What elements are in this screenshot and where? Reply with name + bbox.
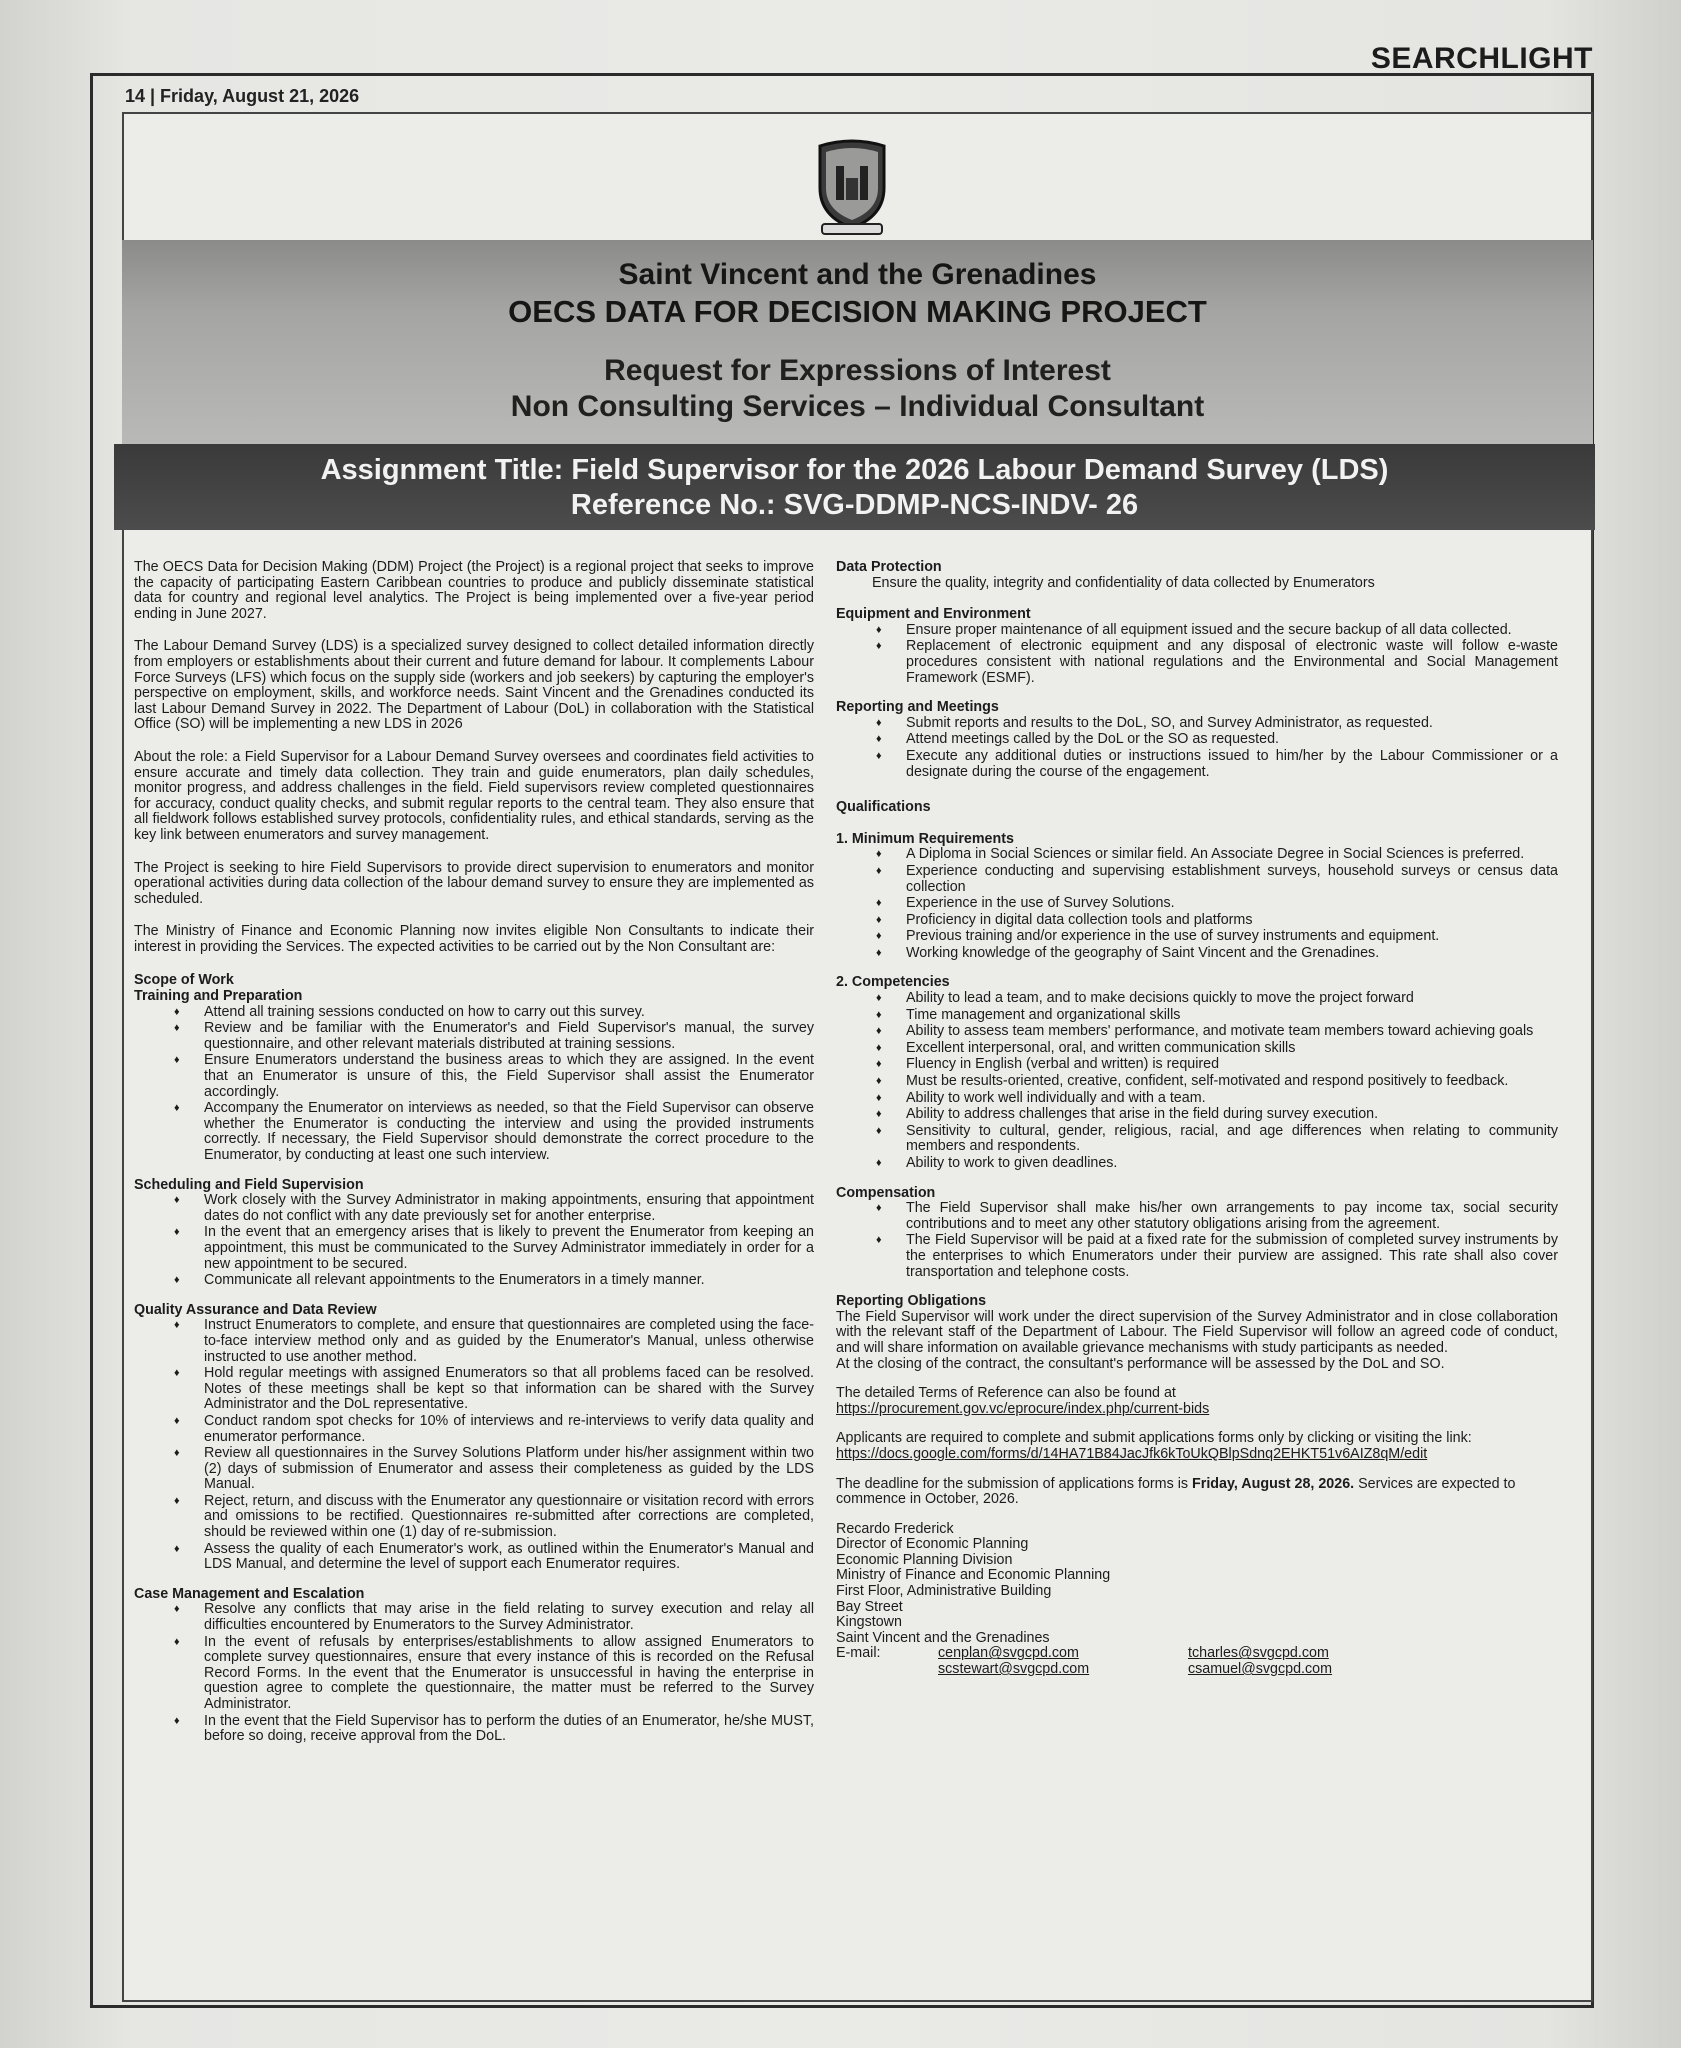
list-item: ♦ Accompany the Enumerator on interviews as needed, so that the Field Supervisor can observe whether the Enumerator is conducting the interview and using the provided instruments correctly. If necessary, the Field Supervisor should demonstrate the correct procedure to the Enumerator, by conducting at least one such interview. [204,1101,814,1163]
training-list [134,1005,814,1164]
list-item: ♦ Resolve any conflicts that may arise in the field relating to survey execution and relay all difficulties encountered by Enumerators to the Survey Administrator. [204,1602,814,1633]
list-item: ♦ A Diploma in Social Sciences or similar field. An Associate Degree in Social Sciences is preferred. [906,847,1558,863]
list-item: ♦ Experience in the use of Survey Solutions. [906,896,1558,912]
list-item: ♦ Reject, return, and discuss with the Enumerator any questionnaire or visitation record with errors and omissions to be rectified. Questionnaires re-submitted after corrections are completed, should be reviewed within one (1) day of re-submission. [204,1494,814,1541]
compensation-heading: Compensation [836,1184,936,1201]
email-row [836,1646,1558,1662]
list-item: ♦ In the event of refusals by enterprises/establishments to allow assigned Enumerators to complete survey questionnaires, ensure that every instance of this is recorded on the Refusal Record Forms. In the event that the Enumerator is unsuccessful in having the enterprise in question agree to complete the questionnaire, the matter must be referred to the Survey Administrator. [204,1635,814,1713]
list-item: ♦ Replacement of electronic equipment and any disposal of electronic waste will follow e-waste procedures consistent with national regulations and the Environmental and Social Management Framework (ESMF). [906,639,1558,686]
intro-paragraph: The Labour Demand Survey (LDS) is a specialized survey designed to collect detailed information directly from employers or establishments about their current and future demand for labour. It complements Labour Force Surveys (LFS) which focus on the supply side (workers and job seekers) by capturing the employer's perspective on employment, skills, and workforce needs. Saint Vincent and the Grenadines conducted its last Labour Demand Survey in 2022. The Department of Labour (DoL) in collaboration with the Statistical Office (SO) will be implementing a new LDS in 2026 [134,638,814,733]
left-column [134,560,814,1746]
minimum-heading: 1. Minimum Requirements [836,830,1014,847]
list-item: ♦ Work closely with the Survey Administrator in making appointments, ensuring that appointment dates do not conflict with any date previously set for another enterprise. [204,1193,814,1224]
quality-heading: Quality Assurance and Data Review [134,1301,377,1318]
title-band [122,240,1593,445]
email-spacer [836,1662,898,1678]
contact-line: Recardo Frederick [836,1520,954,1537]
email-link[interactable]: cenplan@svgcpd.com [938,1645,1079,1662]
contact-line: Economic Planning Division [836,1551,1013,1568]
case-list [134,1602,814,1744]
scope-heading: Scope of Work [134,972,234,989]
deadline-date: Friday, August 28, 2026. [1192,1475,1355,1492]
list-item: ♦ In the event that an emergency arises that is likely to prevent the Enumerator from keeping an appointment, this must be communicated to the Survey Administrator immediately in order for a new appointment to be secured. [204,1225,814,1272]
assignment-band [114,444,1595,530]
assignment-title: Assignment Title: Field Supervisor for the 2026 Labour Demand Survey (LDS) [320,454,1389,486]
contact-line: Bay Street [836,1598,903,1615]
list-item: ♦ Must be results-oriented, creative, confident, self-motivated and respond positively to feedback. [906,1074,1558,1090]
apply-link[interactable]: https://docs.google.com/forms/d/14HA71B84JacJfk6kToUkQBlpSdnq2EHKT51v6AIZ8qM/edit [836,1445,1428,1462]
list-item: ♦ Excellent interpersonal, oral, and written communication skills [906,1041,1558,1057]
scheduling-heading: Scheduling and Field Supervision [134,1176,364,1193]
contact-line: Saint Vincent and the Grenadines [836,1629,1050,1646]
apply-text: Applicants are required to complete and submit applications forms only by clicking or visiting the link: [836,1430,1472,1447]
tor-link[interactable]: https://procurement.gov.vc/eprocure/index.php/current-bids [836,1400,1210,1417]
list-item: ♦ Fluency in English (verbal and written) is required [906,1057,1558,1073]
list-item: ♦ Execute any additional duties or instructions issued to him/her by the Labour Commissioner or a designate during the course of the engagement. [906,749,1558,780]
reference-number: Reference No.: SVG-DDMP-NCS-INDV- 26 [570,489,1139,521]
request-title: Request for Expressions of Interest [604,354,1111,387]
contact-line: Ministry of Finance and Economic Planning [836,1567,1111,1584]
deadline-pre: The deadline for the submission of applications forms is [836,1475,1189,1492]
list-item: ♦ Sensitivity to cultural, gender, religious, racial, and age differences when relating to community members and respondents. [906,1124,1558,1155]
apply-block [836,1431,1558,1462]
intro-paragraph: The Project is seeking to hire Field Supervisors to provide direct supervision to enumerators and monitor operational activities during data collection of the labour demand survey to ensure they are implemented as scheduled. [134,859,814,907]
tor-block [836,1386,1558,1417]
scheduling-list [134,1193,814,1289]
intro-paragraph: About the role: a Field Supervisor for a Labour Demand Survey oversees and coordinates field activities to ensure accurate and timely data collection. They train and guide enumerators, plan daily schedules, monitor progress, and address challenges in the field. Field supervisors review completed questionnaires for accuracy, conduct quality checks, and submit regular reports to the central team. They also ensure that all fieldwork follows established survey protocols, confidentiality rules, and ethical standards, serving as the key link between enumerators and survey management. [134,748,814,843]
list-item: ♦ Attend all training sessions conducted on how to carry out this survey. [204,1005,814,1021]
contact-block [836,1522,1558,1678]
email-label: E-mail: [836,1645,881,1662]
list-item: ♦ The Field Supervisor will be paid at a fixed rate for the submission of completed survey instruments by the enterprises to which Enumerators under their purview are assigned. This rate shall also cover transportation and telephone costs. [906,1233,1558,1280]
list-item: ♦ Working knowledge of the geography of Saint Vincent and the Grenadines. [906,946,1558,962]
list-item: ♦ Experience conducting and supervising establishment surveys, household surveys or census data collection [906,864,1558,895]
data-protection-heading: Data Protection [836,559,942,575]
competencies-heading: 2. Competencies [836,974,950,991]
equipment-heading: Equipment and Environment [836,606,1031,623]
data-protection-text: Ensure the quality, integrity and confidentiality of data collected by Enumerators [872,574,1375,591]
list-item: ♦ Hold regular meetings with assigned Enumerators so that all problems faced can be resolved. Notes of these meetings shall be kept so that information can be shared with the Survey Administrator and the DoL representative. [204,1366,814,1413]
list-item: ♦ Conduct random spot checks for 10% of interviews and re-interviews to verify data quality and enumerator performance. [204,1414,814,1445]
list-item: ♦ Communicate all relevant appointments to the Enumerators in a timely manner. [204,1273,814,1289]
list-item: ♦ Ability to address challenges that arise in the field during survey execution. [906,1107,1558,1123]
list-item: ♦ The Field Supervisor shall make his/her own arrangements to pay income tax, social security contributions and to meet any other statutory obligations arising from the agreement. [906,1201,1558,1232]
services-title: Non Consulting Services – Individual Consultant [510,390,1205,423]
minimum-list [836,847,1558,961]
intro-paragraph: The Ministry of Finance and Economic Planning now invites eligible Non Consultants to indicate their interest in providing the Services. The expected activities to be carried out by the Non Consultant are: [134,923,814,955]
qualifications-heading: Qualifications [836,799,931,816]
equipment-list [836,623,1558,686]
list-item: ♦ Ability to assess team members' performance, and motivate team members toward achieving goals [906,1024,1558,1040]
competencies-list [836,991,1558,1172]
page-date: 14 | Friday, August 21, 2026 [125,86,360,106]
contact-line: Kingstown [836,1614,902,1631]
list-item: ♦ Submit reports and results to the DoL, SO, and Survey Administrator, as requested. [906,716,1558,732]
obligations-text [836,1310,1558,1357]
email-link[interactable]: scstewart@svgcpd.com [938,1661,1090,1678]
list-item: ♦ Attend meetings called by the DoL or the SO as requested. [906,732,1558,748]
list-item: ♦ Instruct Enumerators to complete, and ensure that questionnaires are completed using the face-to-face interview method only and as guided by the Enumerator's Manual, unless otherwise instructed to use another method. [204,1318,814,1365]
obligations-body: The Field Supervisor will work under the direct supervision of the Survey Administrator and in close collaboration with the relevant staff of the Department of Labour. The Field Supervisor will follow an agreed code of conduct, and will share information on available grievance mechanisms with study participants as needed. [836,1308,1558,1356]
email-link[interactable]: tcharles@svgcpd.com [1188,1645,1329,1662]
list-item: ♦ In the event that the Field Supervisor has to perform the duties of an Enumerator, he/she MUST, before so doing, receive approval from the DoL. [204,1714,814,1745]
list-item: ♦ Ensure proper maintenance of all equipment issued and the secure backup of all data collected. [906,623,1558,639]
list-item: ♦ Ability to work to given deadlines. [906,1156,1558,1172]
project-title: OECS DATA FOR DECISION MAKING PROJECT [508,294,1207,329]
right-column [836,560,1558,1678]
list-item: ♦ Assess the quality of each Enumerator's work, as outlined within the Enumerator's Manual and LDS Manual, and determine the level of support each Enumerator requires. [204,1542,814,1573]
deadline-block [836,1477,1558,1508]
list-item: ♦ Proficiency in digital data collection tools and platforms [906,913,1558,929]
contact-line: First Floor, Administrative Building [836,1583,1052,1600]
deadline-post: Services are expected to commence in October, 2026. [836,1475,1516,1508]
coat-of-arms-icon [812,138,892,238]
email-row [836,1662,1558,1678]
list-item: ♦ Review and be familiar with the Enumerator's and Field Supervisor's manual, the survey questionnaire, and other relevant materials distributed at training sessions. [204,1021,814,1052]
closing-text: At the closing of the contract, the consultant's performance will be assessed by the DoL and SO. [836,1355,1445,1372]
case-heading: Case Management and Escalation [134,1585,365,1602]
email-link[interactable]: csamuel@svgcpd.com [1188,1661,1333,1678]
reporting-list [836,716,1558,780]
list-item: ♦ Review all questionnaires in the Survey Solutions Platform under his/her assignment within two (2) days of submission of Enumerator and assess their completeness as guided by the LDS Manual. [204,1446,814,1493]
list-item: ♦ Ensure Enumerators understand the business areas to which they are assigned. In the event that an Enumerator is unsure of this, the Field Supervisor shall assist the Enumerator accordingly. [204,1053,814,1100]
list-item: ♦ Previous training and/or experience in the use of survey instruments and equipment. [906,929,1558,945]
tor-text: The detailed Terms of Reference can also be found at [836,1385,1176,1402]
quality-list [134,1318,814,1573]
obligations-heading: Reporting Obligations [836,1293,987,1310]
compensation-list [836,1201,1558,1280]
list-item: ♦ Ability to lead a team, and to make decisions quickly to move the project forward [906,991,1558,1007]
intro-paragraph: The OECS Data for Decision Making (DDM) Project (the Project) is a regional project that seeks to improve the capacity of participating Eastern Caribbean countries to produce and publicly disseminate statistical data for country and regional level analytics. The Project is being implemented over a five-year period ending in June 2027. [134,559,814,622]
reporting-heading: Reporting and Meetings [836,699,999,716]
list-item: ♦ Ability to work well individually and with a team. [906,1091,1558,1107]
country-title: Saint Vincent and the Grenadines [618,258,1097,291]
training-heading: Training and Preparation [134,988,303,1005]
list-item: ♦ Time management and organizational skills [906,1008,1558,1024]
contact-line: Director of Economic Planning [836,1536,1029,1553]
newspaper-brand: SEARCHLIGHT [1370,42,1593,75]
